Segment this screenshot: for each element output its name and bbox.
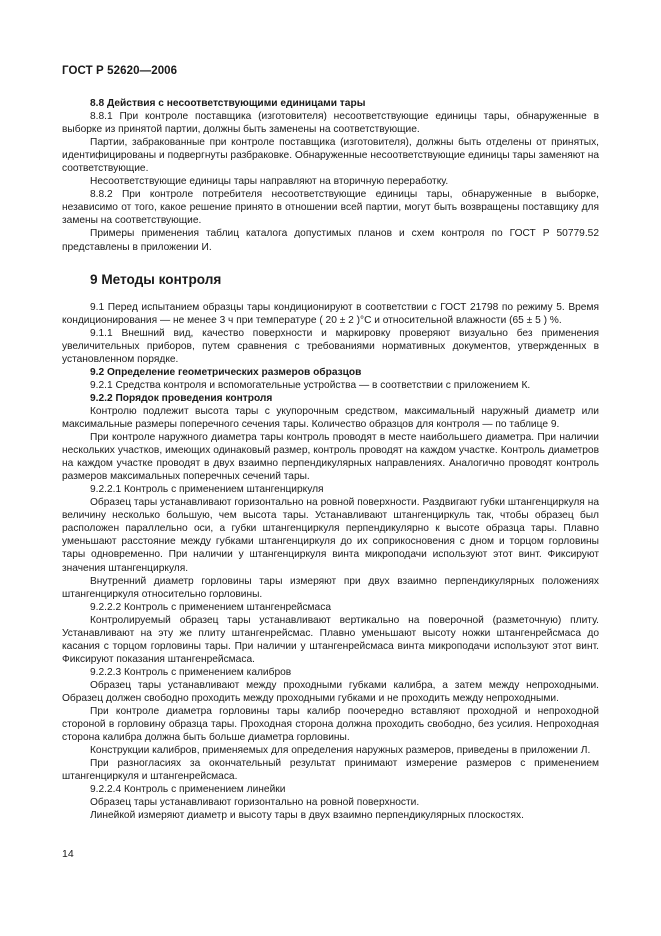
paragraph: При контроле наружного диаметра тары контроль проводят в месте наибольшего диаметра. При наличии нескольких участков, имеющих одинаковый размер, контроль проводят на каждом участке. Контроль диаметров на каждом участке проводят в двух взаимно перпендикулярных направлениях. Аналогично проводят контроль размеров максимальных поперечных сечений тары. <box>62 432 599 483</box>
paragraph: Внутренний диаметр горловины тары измеряют при двух взаимно перпендикулярных положениях штангенциркуля относительно горловины. <box>62 575 599 600</box>
paragraph: Образец тары устанавливают горизонтально на ровной поверхности. <box>90 797 420 809</box>
paragraph: 9.1.1 Внешний вид, качество поверхности и маркировку проверяют визуально без применения увеличительных приборов, путем сравнения с требованиями нормативных документов, утвержденных в установленном порядке. <box>62 327 599 365</box>
document-body <box>62 97 599 822</box>
paragraph: Контролируемый образец тары устанавливают вертикально на поверочной (разметочную) плиту. Устанавливают на эту же плиту штангенрейсмас. Плавно уменьшают высоту ножки штангенрейсмаса до касания с торцом горловины тары. При наличии у штангенрейсмаса винта микроподачи используют этот винт. Фиксируют показания штангенрейсмаса. <box>62 614 599 665</box>
clause-heading: 9.2.2.4 Контроль с применением линейки <box>90 784 286 796</box>
subsection-9-2-2-title: 9.2.2 Порядок проведения контроля <box>90 392 273 404</box>
section-9-title: 9 Методы контроля <box>90 271 222 287</box>
clause-heading: 9.2.2.1 Контроль с применением штангенциркуля <box>90 484 324 496</box>
paragraph: 9.1 Перед испытанием образцы тары кондиционируют в соответствии с ГОСТ 21798 по режиму 5. Время кондиционирования — не менее 3 ч при температуре ( 20 ± 2 )°С и относительной влажности (65 ± 5 ) %. <box>62 301 599 326</box>
paragraph: При контроле диаметра горловины тары калибр поочередно вставляют проходной и непроходной стороной в горловину образца тары. Проходная сторона должна проходить свободно, без усилия. Непроходная сторона калибра должна быть больше диаметра горловины. <box>62 706 599 744</box>
paragraph: 9.2.1 Средства контроля и вспомогательные устройства — в соответствии с приложением К. <box>90 379 531 391</box>
paragraph: Образец тары устанавливают горизонтально на ровной поверхности. Раздвигают губки штангенциркуля на величину несколько большую, чем высота тары. Устанавливают штангенциркуль так, чтобы образец был расположен параллельно оси, а губки штангенциркуля перпендикулярно к высоте образца тары. Плавно уменьшают расстояние между губками штангенциркуля до их соприкосновения с дном и торцом горловины тары одновременно. При наличии у штангенциркуля винта микроподачи используют этот винт. Фиксируют значения штангенциркуля. <box>62 497 599 574</box>
page-number: 14 <box>62 848 74 860</box>
paragraph: Несоответствующие единицы тары направляют на вторичную переработку. <box>90 176 449 188</box>
paragraph: При разногласиях за окончательный результат принимают измерение размеров с применением штангенциркуля и штангенрейсмаса. <box>62 758 599 783</box>
paragraph: 8.8.1 При контроле поставщика (изготовителя) несоответствующие единицы тары, обнаруженные в выборке из принятой партии, должны быть заменены на соответствующие. <box>62 111 599 136</box>
clause-heading: 9.2.2.2 Контроль с применением штангенрейсмаса <box>90 601 331 613</box>
paragraph: Партии, забракованные при контроле поставщика (изготовителя), должны быть отделены от принятых, идентифицированы и подвергнуты разбраковке. Обнаруженные несоответствующие единицы тары заменяют на соответствующие. <box>62 137 599 175</box>
paragraph: Образец тары устанавливают между проходными губками калибра, а затем между непроходными. Образец должен свободно проходить между проходными губками и не проходить между непроходными. <box>62 679 599 704</box>
standard-code-header: ГОСТ Р 52620—2006 <box>62 65 178 77</box>
paragraph: Конструкции калибров, применяемых для определения наружных размеров, приведены в приложении Л. <box>90 745 591 757</box>
clause-heading: 9.2.2.3 Контроль с применением калибров <box>90 666 292 678</box>
paragraph: Линейкой измеряют диаметр и высоту тары в двух взаимно перпендикулярных плоскостях. <box>90 810 524 822</box>
section-8-8-title: 8.8 Действия с несоответствующими единицами тары <box>90 98 366 109</box>
subsection-9-2-title: 9.2 Определение геометрических размеров образцов <box>90 366 362 378</box>
paragraph: Примеры применения таблиц каталога допустимых планов и схем контроля по ГОСТ Р 50779.52 представлены в приложении И. <box>62 228 599 253</box>
paragraph: Контролю подлежит высота тары с укупорочным средством, максимальный наружный диаметр или максимальные размеры поперечного сечения тары. Количество образцов для контроля — по таблице 9. <box>62 405 599 430</box>
paragraph: 8.8.2 При контроле потребителя несоответствующие единицы тары, обнаруженные в выборке, независимо от того, какое решение принято в отношении всей партии, могут быть возвращены поставщику для замены на соответствующие. <box>62 189 599 227</box>
